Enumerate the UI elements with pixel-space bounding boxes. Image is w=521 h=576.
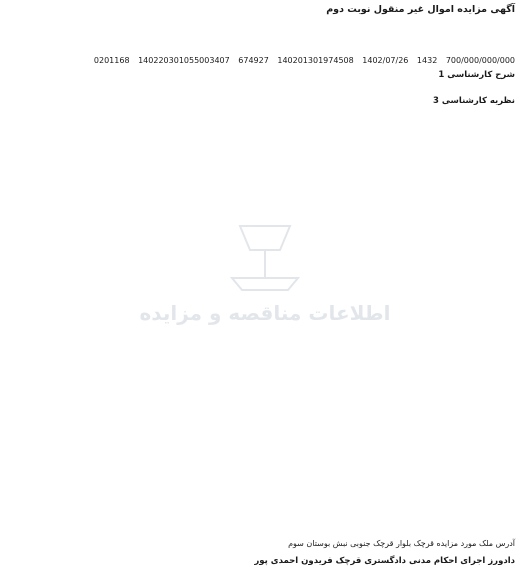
notice-paragraph [6, 31, 515, 40]
property-address: آدرس ملک مورد مزایده قرچک بلوار قرچک جنوبی نبش بوستان سوم [288, 539, 515, 548]
notice-footer [6, 538, 515, 567]
case-number: 0201168 [93, 56, 130, 65]
section-heading-expert-opinion: نظریه کارشناسی 3 [433, 96, 515, 106]
ruling-number: 140201301974508 [277, 56, 354, 65]
notice-title: آگهی مزایده اموال غیر منقول نوبت دوم [326, 4, 515, 15]
lot-number: 674927 [238, 56, 269, 65]
official-signature: دادورز اجرای احکام مدنی دادگستری قرچک فریدون احمدی پور [254, 556, 515, 566]
notice-figures [6, 55, 515, 66]
bidding-text [6, 121, 515, 130]
file-number: 140220301055003407 [138, 56, 230, 65]
conditions-text [6, 133, 515, 142]
legal-notice-page [6, 3, 515, 573]
watermark-text: اطلاعات مناقصه و مزایده [139, 301, 391, 325]
expert-opinion-text [6, 109, 515, 118]
price-rial: 700/000/000/000 [445, 56, 515, 65]
notice-paragraph [6, 43, 515, 52]
section-heading-expert-description: شرح کارشناسی 1 [438, 70, 515, 80]
notice-paragraph [6, 19, 515, 28]
expert-description-text [6, 83, 515, 92]
branch-number: 1432 [416, 56, 438, 65]
ruling-date: 1402/07/26 [362, 56, 409, 65]
